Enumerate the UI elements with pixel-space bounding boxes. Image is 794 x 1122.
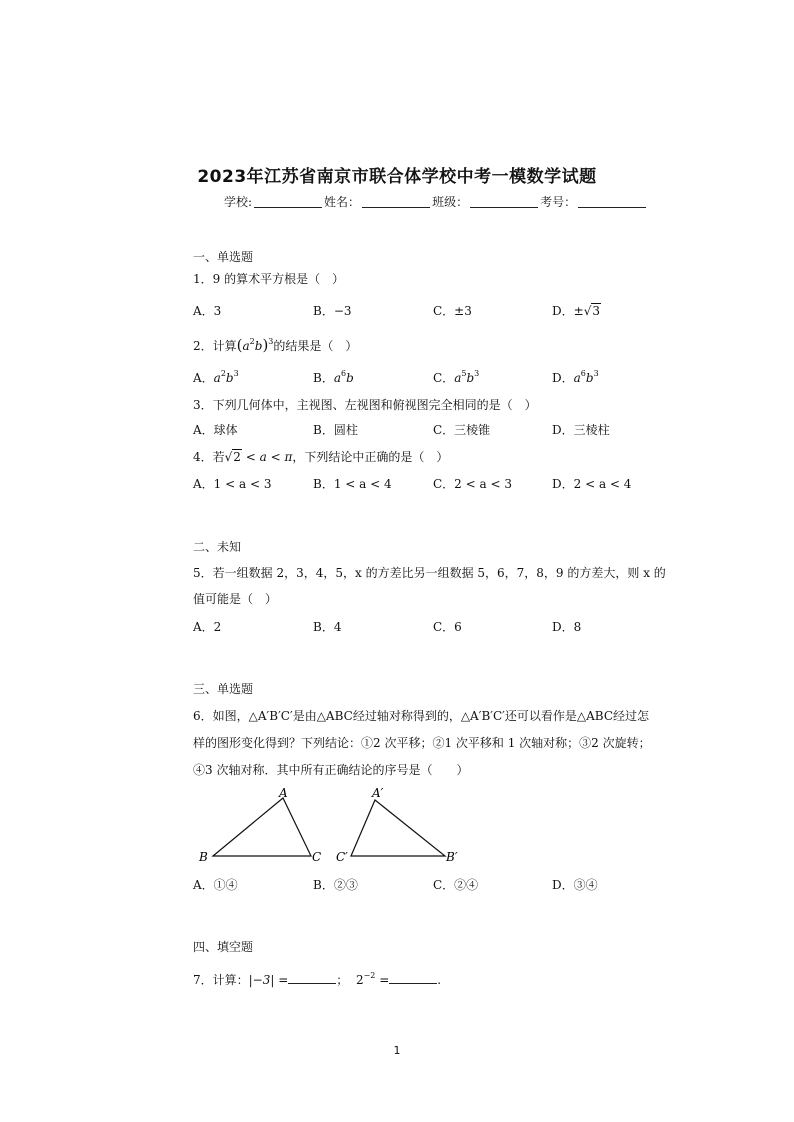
- section-heading-1: 一、单选题: [193, 250, 254, 264]
- q2-option-b[interactable]: B．$a^6b$: [313, 369, 354, 385]
- class-label: 班级：: [432, 195, 469, 209]
- name-label: 姓名：: [324, 195, 361, 209]
- q2-option-a[interactable]: A．$a^2b^3$: [193, 369, 239, 385]
- question-3-options: [193, 421, 653, 437]
- page-title: 2023年江苏省南京市联合体学校中考一模数学试题: [197, 167, 597, 187]
- q6-option-b[interactable]: B．②③: [313, 878, 358, 892]
- question-1-options: [193, 302, 653, 318]
- q5-option-a[interactable]: A．2: [193, 620, 222, 634]
- q6-option-d[interactable]: D．③④: [552, 878, 598, 892]
- section-heading-4: 四、填空题: [193, 940, 254, 954]
- label-c: C: [312, 850, 322, 864]
- label-a-prime: A′: [372, 786, 384, 800]
- question-5-options: [193, 618, 653, 634]
- question-4: 4．若√2 < a < π，下列结论中正确的是（ ）: [193, 450, 449, 464]
- exam-no-blank[interactable]: [578, 195, 646, 208]
- exam-no-label: 考号：: [540, 195, 577, 209]
- page-number: 1: [393, 1044, 401, 1057]
- question-6-line-1: 6．如图，△A′B′C′是由△ABC经过轴对称得到的，△A′B′C′还可以看作是△ABC经过怎: [193, 709, 650, 723]
- student-info-line: [224, 193, 648, 210]
- question-6-line-2: 样的图形变化得到？下列结论：①2 次平移；②1 次平移和 1 次轴对称；③2 次旋转；: [193, 736, 651, 750]
- label-b: B: [199, 850, 208, 864]
- q1-option-c[interactable]: C．±3: [433, 304, 472, 318]
- question-6-options: [193, 876, 653, 892]
- school-label: 学校:: [224, 195, 253, 209]
- q4-option-b[interactable]: B．1 < a < 4: [313, 477, 392, 491]
- section-heading-3: 三、单选题: [193, 682, 254, 696]
- question-3: 3．下列几何体中，主视图、左视图和俯视图完全相同的是（ ）: [193, 398, 537, 412]
- triangle-abc: [213, 798, 311, 856]
- q4-option-d[interactable]: D．2 < a < 4: [552, 477, 632, 491]
- q3-option-c[interactable]: C．三棱锥: [433, 423, 491, 437]
- question-6-line-3: ④3 次轴对称．其中所有正确结论的序号是（ ）: [193, 763, 469, 777]
- question-5-line-1: 5．若一组数据 2，3，4，5，x 的方差比另一组数据 5，6，7，8，9 的方差大，则 x 的: [193, 566, 666, 580]
- q2-option-d[interactable]: D．$a^6b^3$: [552, 369, 599, 385]
- section-heading-2: 二、未知: [193, 540, 242, 554]
- label-b-prime: B′: [446, 850, 458, 864]
- q2-option-c[interactable]: C．$a^5b^3$: [433, 369, 480, 385]
- q5-option-b[interactable]: B．4: [313, 620, 342, 634]
- q1-option-b[interactable]: B．−3: [313, 304, 352, 318]
- q5-option-d[interactable]: D．8: [552, 620, 582, 634]
- class-blank[interactable]: [470, 195, 538, 208]
- q3-option-a[interactable]: A．球体: [193, 423, 238, 437]
- q5-option-c[interactable]: C．6: [433, 620, 462, 634]
- q3-option-d[interactable]: D．三棱柱: [552, 423, 610, 437]
- q6-option-c[interactable]: C．②④: [433, 878, 479, 892]
- q6-option-a[interactable]: A．①④: [193, 878, 238, 892]
- question-2-options: [193, 369, 653, 385]
- label-a: A: [279, 786, 288, 800]
- question-2: 2．计算$(a^2b)^3$的结果是（ ）: [193, 336, 358, 354]
- label-c-prime: C′: [336, 850, 348, 864]
- q7-blank-1[interactable]: [288, 972, 336, 984]
- name-blank[interactable]: [362, 195, 430, 208]
- q4-option-a[interactable]: A．1 < a < 3: [193, 477, 272, 491]
- question-5-line-2: 值可能是（ ）: [193, 592, 278, 606]
- question-7: 7．计算：|−3| = ； $2^{-2}$ = .: [193, 971, 442, 987]
- q1-option-d[interactable]: D．±√3: [552, 304, 600, 318]
- triangle-a2b2c2: [351, 800, 445, 856]
- q4-option-c[interactable]: C．2 < a < 3: [433, 477, 512, 491]
- q1-option-a[interactable]: A．3: [193, 304, 222, 318]
- question-4-options: [193, 475, 653, 491]
- question-1: 1．9 的算术平方根是（ ）: [193, 272, 345, 286]
- q7-blank-2[interactable]: [389, 972, 437, 984]
- school-blank[interactable]: [254, 195, 322, 208]
- triangle-figure: [195, 784, 465, 868]
- q3-option-b[interactable]: B．圆柱: [313, 423, 358, 437]
